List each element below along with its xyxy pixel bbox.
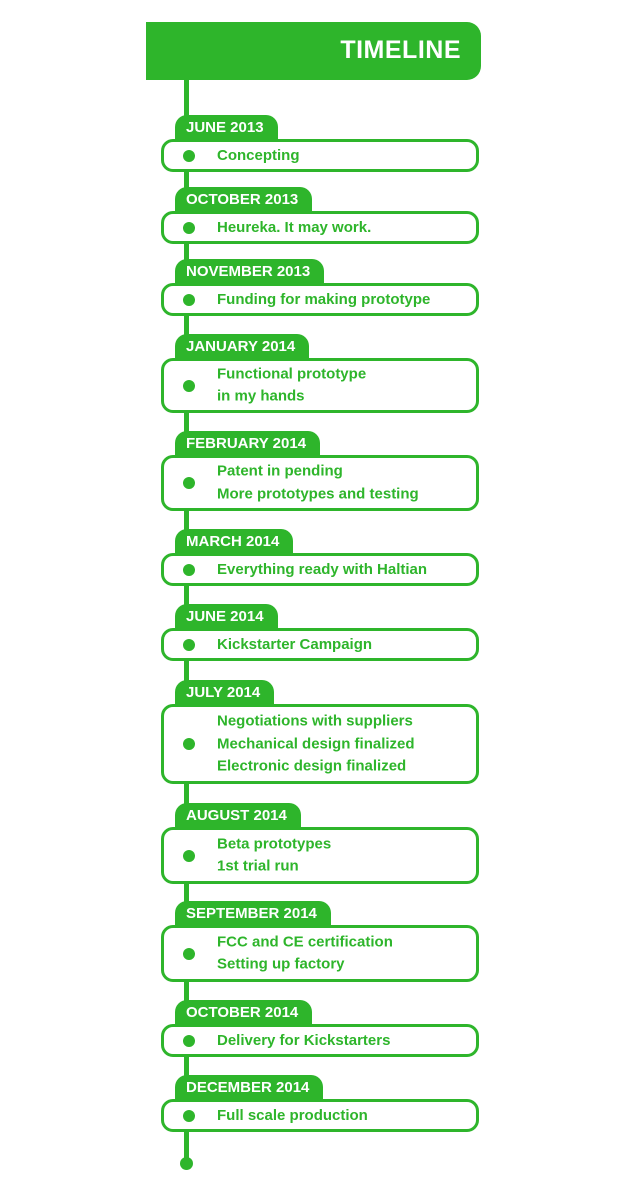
entry-box [161, 1024, 479, 1057]
bullet-dot-icon [183, 294, 195, 306]
bullet-dot-icon [183, 1035, 195, 1047]
entry-text [217, 1104, 368, 1127]
bullet-dot-icon [183, 1110, 195, 1122]
entry-line: Concepting [217, 146, 300, 164]
entry-line: Negotiations with suppliers [217, 712, 413, 730]
entry-box [161, 358, 479, 413]
entry-text [217, 144, 300, 167]
entry-text [217, 558, 427, 581]
bullet-dot-icon [183, 222, 195, 234]
entry-text [217, 363, 366, 408]
entry-date: JUNE 2014 [175, 604, 278, 630]
entry-line: FCC and CE certification [217, 933, 393, 950]
bullet-dot-icon [183, 738, 195, 750]
entry-line: Delivery for Kickstarters [217, 1031, 391, 1049]
entry-date: JANUARY 2014 [175, 334, 309, 360]
entry-box [161, 283, 479, 316]
entry-text [217, 633, 372, 656]
entry-line: Kickstarter Campaign [217, 635, 373, 653]
entry-date: NOVEMBER 2013 [175, 259, 324, 285]
timeline-header [146, 22, 481, 80]
entry-date: SEPTEMBER 2014 [175, 901, 331, 927]
entry-line: Setting up factory [217, 955, 345, 973]
entry-line: Heureka. It may work. [217, 218, 372, 236]
entry-line: Funding for making prototype [217, 290, 431, 308]
entry-box [161, 553, 479, 586]
entry-text [217, 1029, 390, 1052]
timeline-end-dot [180, 1157, 193, 1170]
entry-line: Electronic design finalized [217, 757, 407, 775]
entry-date: FEBRUARY 2014 [175, 431, 320, 457]
entry-line: Beta prototypes [217, 835, 332, 852]
entry-box [161, 1099, 479, 1132]
entry-line: Everything ready with Haltian [217, 560, 428, 578]
page-title: TIMELINE [340, 36, 461, 64]
entry-line: in my hands [217, 387, 305, 405]
entry-line: Mechanical design finalized [217, 734, 415, 752]
entry-date: JULY 2014 [175, 680, 274, 706]
entry-line: Patent in pending [217, 462, 343, 480]
entry-text [217, 710, 415, 778]
bullet-dot-icon [183, 948, 195, 960]
bullet-dot-icon [183, 850, 195, 862]
bullet-dot-icon [183, 380, 195, 392]
entry-box [161, 827, 479, 884]
entry-date: AUGUST 2014 [175, 803, 301, 829]
entry-text [217, 461, 419, 506]
entry-box [161, 455, 479, 511]
entry-line: Full scale production [217, 1106, 368, 1124]
bullet-dot-icon [183, 564, 195, 576]
entry-text [217, 216, 371, 239]
entry-box [161, 211, 479, 244]
entry-text [217, 288, 430, 311]
entry-text [217, 833, 331, 878]
bullet-dot-icon [183, 150, 195, 162]
entry-box [161, 925, 479, 982]
entry-date: OCTOBER 2013 [175, 187, 312, 213]
bullet-dot-icon [183, 477, 195, 489]
entry-text [217, 931, 393, 976]
entry-date: OCTOBER 2014 [175, 1000, 312, 1026]
entry-box [161, 628, 479, 661]
entry-date: MARCH 2014 [175, 529, 293, 555]
entry-line: Functional prototype [217, 365, 367, 382]
bullet-dot-icon [183, 639, 195, 651]
entry-line: More prototypes and testing [217, 485, 419, 502]
entry-line: 1st trial run [217, 857, 299, 875]
entry-box [161, 704, 479, 784]
entry-date: DECEMBER 2014 [175, 1075, 323, 1101]
entry-box [161, 139, 479, 172]
entry-date: JUNE 2013 [175, 115, 278, 141]
